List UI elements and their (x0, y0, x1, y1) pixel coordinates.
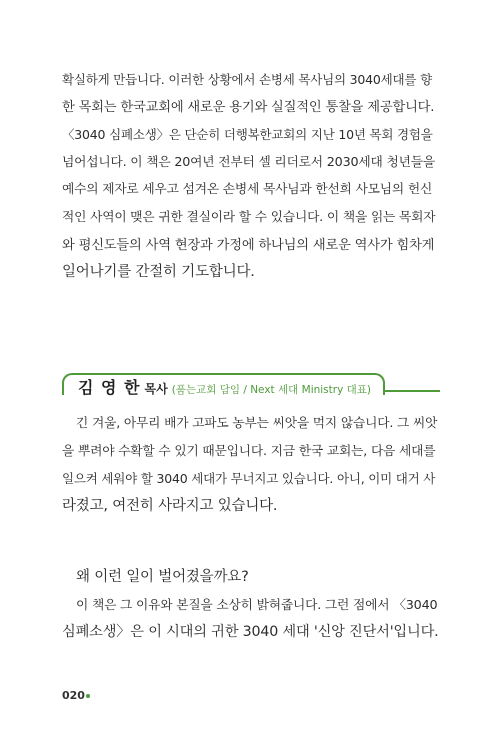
text-line: 심폐소생〉은 이 시대의 귀한 3040 세대 '신앙 진단서'입니다. (62, 624, 439, 641)
endorsement-paragraph-3 (62, 564, 438, 647)
text-line: 확실하게 만듭니다. 이러한 상황에서 손병세 목사님의 3040세대를 향 (62, 72, 432, 87)
text-line: 일어나기를 간절히 기도합니다. (62, 264, 255, 281)
text-line: 한 목회는 한국교회에 새로운 용기와 실질적인 통찰을 제공합니다. (62, 99, 435, 115)
author-affiliation: (품는교회 담임 / Next 세대 Ministry 대표) (171, 384, 372, 396)
text-line: 라졌고, 여전히 사라지고 있습니다. (62, 497, 278, 514)
author-title: 목사 (144, 382, 168, 396)
text-line: 왜 이런 일이 벌어졌을까요? (76, 569, 249, 585)
author-header (62, 369, 440, 395)
text-line: 와 평신도들의 사역 현장과 가정에 하나님의 새로운 역사가 힘차게 (62, 237, 435, 253)
text-line: 예수의 제자로 세우고 섬겨온 손병세 목사님과 한선희 사모님의 헌신 (62, 182, 433, 198)
text-line: 적인 사역이 맺은 귀한 결실이라 할 수 있습니다. 이 책을 읽는 목회자 (62, 209, 436, 225)
endorsement-paragraph-1 (62, 66, 438, 287)
endorsement-paragraph-2 (62, 410, 438, 520)
text-line: 이 책은 그 이유와 본질을 소상히 밝혀줍니다. 그런 점에서 〈3040 (76, 597, 438, 613)
text-line: 〈3040 심폐소생〉은 단순히 더행복한교회의 지난 10년 목회 경험을 (62, 127, 433, 143)
text-line: 긴 겨울, 아무리 배가 고파도 농부는 씨앗을 먹지 않습니다. 그 씨앗 (76, 416, 438, 431)
text-line: 을 뿌려야 수확할 수 있기 때문입니다. 지금 한국 교회는, 다음 세대를 (62, 443, 436, 459)
page-number: 020 (62, 689, 85, 702)
author-name: 김 영 한 (78, 378, 141, 397)
text-line: 일으켜 세워야 할 3040 세대가 무너지고 있습니다. 아니, 이미 대거 사 (62, 471, 436, 487)
text-line: 넘어섭니다. 이 책은 20여년 전부터 셀 리더로서 2030세대 청년들을 (62, 154, 435, 170)
page-number-dot (86, 694, 90, 698)
author-tab (62, 373, 385, 395)
